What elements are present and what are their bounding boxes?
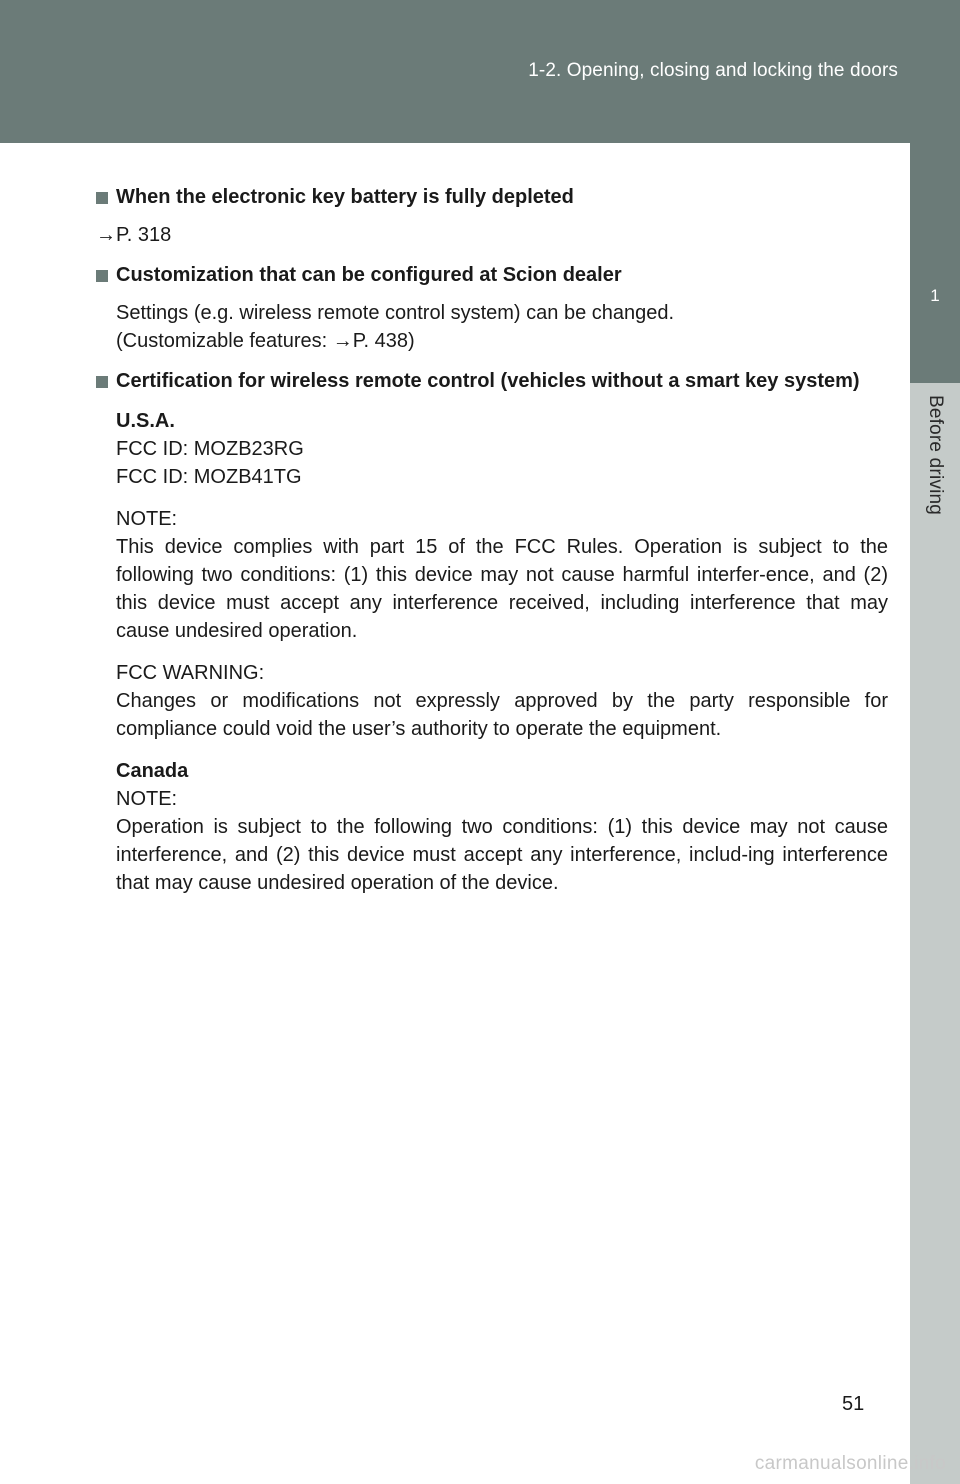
chapter-sidebar — [910, 383, 960, 1484]
usa-block — [116, 407, 888, 491]
fcc-id: FCC ID: MOZB41TG — [116, 466, 302, 488]
usa-title: U.S.A. — [116, 410, 175, 432]
note-block — [116, 505, 888, 645]
square-bullet-icon — [96, 270, 108, 282]
battery-reference: →P. 318 — [96, 224, 172, 246]
section-title: 1-2. Opening, closing and locking the doors — [528, 60, 898, 81]
chapter-label: Before driving — [925, 395, 946, 516]
chapter-number: 1 — [930, 286, 940, 305]
canada-block — [116, 757, 888, 897]
fcc-id: FCC ID: MOZB23RG — [116, 438, 304, 460]
canada-title: Canada — [116, 760, 189, 782]
warning-title: FCC WARNING: — [116, 662, 265, 684]
section-heading-customization: Customization that can be configured at Scion dealer — [96, 261, 888, 289]
warning-text: Changes or modifications not expressly approved by the party responsible for compliance could void the user’s authority to operate the equipment. — [116, 690, 888, 740]
page-number: 51 — [842, 1393, 865, 1415]
square-bullet-icon — [96, 376, 108, 388]
section-heading-certification: Certification for wireless remote control (vehicles without a smart key system) — [96, 367, 888, 395]
canada-text: Operation is subject to the following two conditions: (1) this device may not cause interference, and (2) this device must accept any interference, includ-ing interference that may cause undesired operation of the device. — [116, 816, 888, 894]
customization-body: Settings (e.g. wireless remote control system) can be changed. (Customizable features: →P. 438) — [116, 302, 675, 352]
note-title: NOTE: — [116, 508, 178, 530]
page-content — [96, 183, 888, 897]
square-bullet-icon — [96, 192, 108, 204]
warning-block — [116, 659, 888, 743]
note-text: This device complies with part 15 of the FCC Rules. Operation is subject to the following two conditions: (1) this device may not cause harmful interfer-ence, and (2) this device must accept any interference received, including interference that may cause undesired operation. — [116, 536, 888, 642]
watermark: carmanualsonline.info — [754, 1453, 946, 1474]
chapter-tab — [910, 143, 960, 383]
canada-note-title: NOTE: — [116, 788, 178, 810]
section-heading-battery: When the electronic key battery is fully depleted — [96, 183, 888, 211]
page-header — [0, 0, 960, 143]
